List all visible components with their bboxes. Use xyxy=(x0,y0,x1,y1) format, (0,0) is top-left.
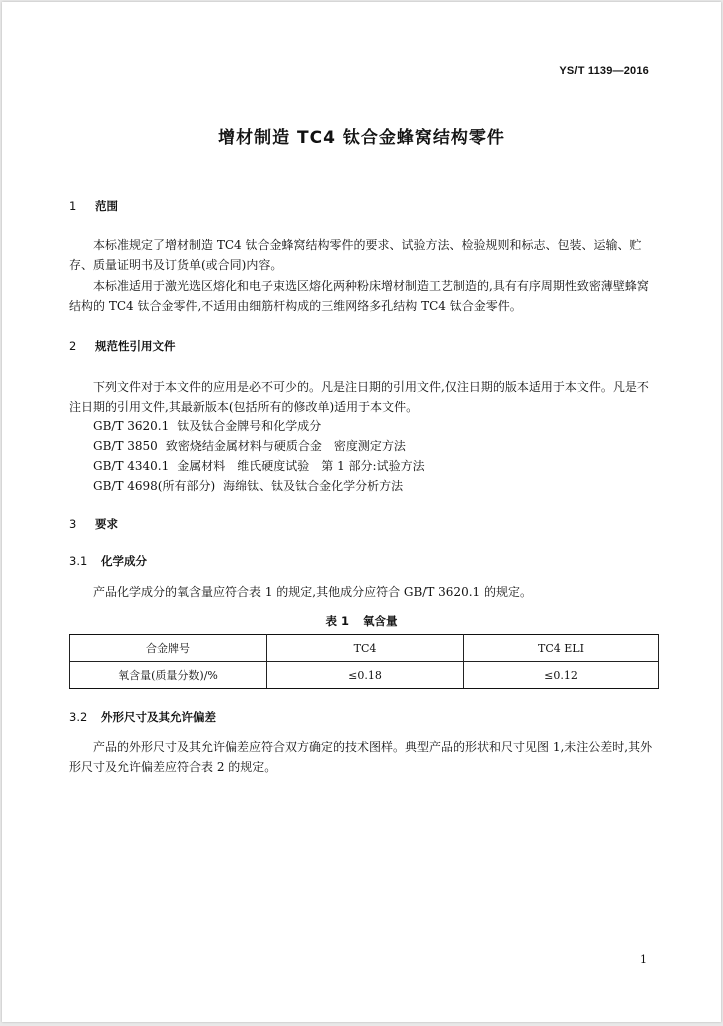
reference-code: GB/T 3620.1 xyxy=(93,419,170,433)
section-3-2-number: 3.2 xyxy=(69,710,88,724)
section-1-heading xyxy=(69,198,118,214)
page-number: 1 xyxy=(640,953,647,966)
section-2-heading xyxy=(69,338,176,354)
table-row xyxy=(70,662,659,689)
section-1-paragraph-1: 本标准规定了增材制造 TC4 钛合金蜂窝结构零件的要求、试验方法、检验规则和标志、包装、运输、贮存、质量证明书及订货单(或合同)内容。 xyxy=(69,238,642,272)
section-3-heading xyxy=(69,516,118,532)
section-3-1-number: 3.1 xyxy=(69,554,88,568)
section-2-paragraph: 下列文件对于本文件的应用是必不可少的。凡是注日期的引用文件,仅注日期的版本适用于本文件。凡是不注日期的引用文件,其最新版本(包括所有的修改单)适用于本文件。 xyxy=(69,380,649,414)
section-1-title: 范围 xyxy=(95,199,118,213)
table-header-cell: TC4 ELI xyxy=(464,635,659,662)
section-2-title: 规范性引用文件 xyxy=(95,339,176,353)
table-1-caption xyxy=(2,613,721,629)
reference-code: GB/T 3850 xyxy=(93,439,158,453)
section-3-number: 3 xyxy=(69,517,77,531)
table-cell: 氧含量(质量分数)/% xyxy=(70,662,267,689)
table-1-caption-number: 表 1 xyxy=(325,614,349,628)
section-3-1-heading xyxy=(69,553,147,569)
reference-item xyxy=(93,417,321,434)
table-1-caption-title: 氧含量 xyxy=(363,614,398,628)
section-3-1-paragraph: 产品化学成分的氧含量应符合表 1 的规定,其他成分应符合 GB/T 3620.1 的规定。 xyxy=(93,585,532,599)
oxygen-content-table xyxy=(69,634,659,689)
table-cell: ≤0.18 xyxy=(267,662,464,689)
reference-title: 金属材料 维氏硬度试验 第 1 部分:试验方法 xyxy=(177,459,425,473)
table-header-cell: TC4 xyxy=(267,635,464,662)
table-header-row xyxy=(70,635,659,662)
document-title: 增材制造 TC4 钛合金蜂窝结构零件 xyxy=(218,128,505,148)
reference-code: GB/T 4698(所有部分) xyxy=(93,479,216,493)
section-3-title: 要求 xyxy=(95,517,118,531)
section-1-paragraph-2: 本标准适用于激光选区熔化和电子束选区熔化两种粉床增材制造工艺制造的,具有有序周期性致密薄壁蜂窝结构的 TC4 钛合金零件,不适用由细筋杆构成的三维网络多孔结构 TC4 钛合金零件。 xyxy=(69,279,649,313)
reference-title: 海绵钛、钛及钛合金化学分析方法 xyxy=(223,479,404,493)
section-3-2-title: 外形尺寸及其允许偏差 xyxy=(101,710,216,724)
reference-code: GB/T 4340.1 xyxy=(93,459,170,473)
reference-title: 钛及钛合金牌号和化学成分 xyxy=(177,419,322,433)
reference-item xyxy=(93,457,425,474)
section-3-2-paragraph: 产品的外形尺寸及其允许偏差应符合双方确定的技术图样。典型产品的形状和尺寸见图 1,未注公差时,其外形尺寸及允许偏差应符合表 2 的规定。 xyxy=(69,740,653,774)
reference-item xyxy=(93,477,403,494)
section-2-number: 2 xyxy=(69,339,77,353)
standard-number: YS/T 1139—2016 xyxy=(559,65,649,77)
section-3-2-heading xyxy=(69,709,216,725)
table-cell: ≤0.12 xyxy=(464,662,659,689)
section-3-1-title: 化学成分 xyxy=(101,554,147,568)
reference-title: 致密烧结金属材料与硬质合金 密度测定方法 xyxy=(165,439,406,453)
table-header-cell: 合金牌号 xyxy=(70,635,267,662)
section-1-number: 1 xyxy=(69,199,77,213)
reference-item xyxy=(93,437,406,454)
document-page xyxy=(2,2,721,1022)
